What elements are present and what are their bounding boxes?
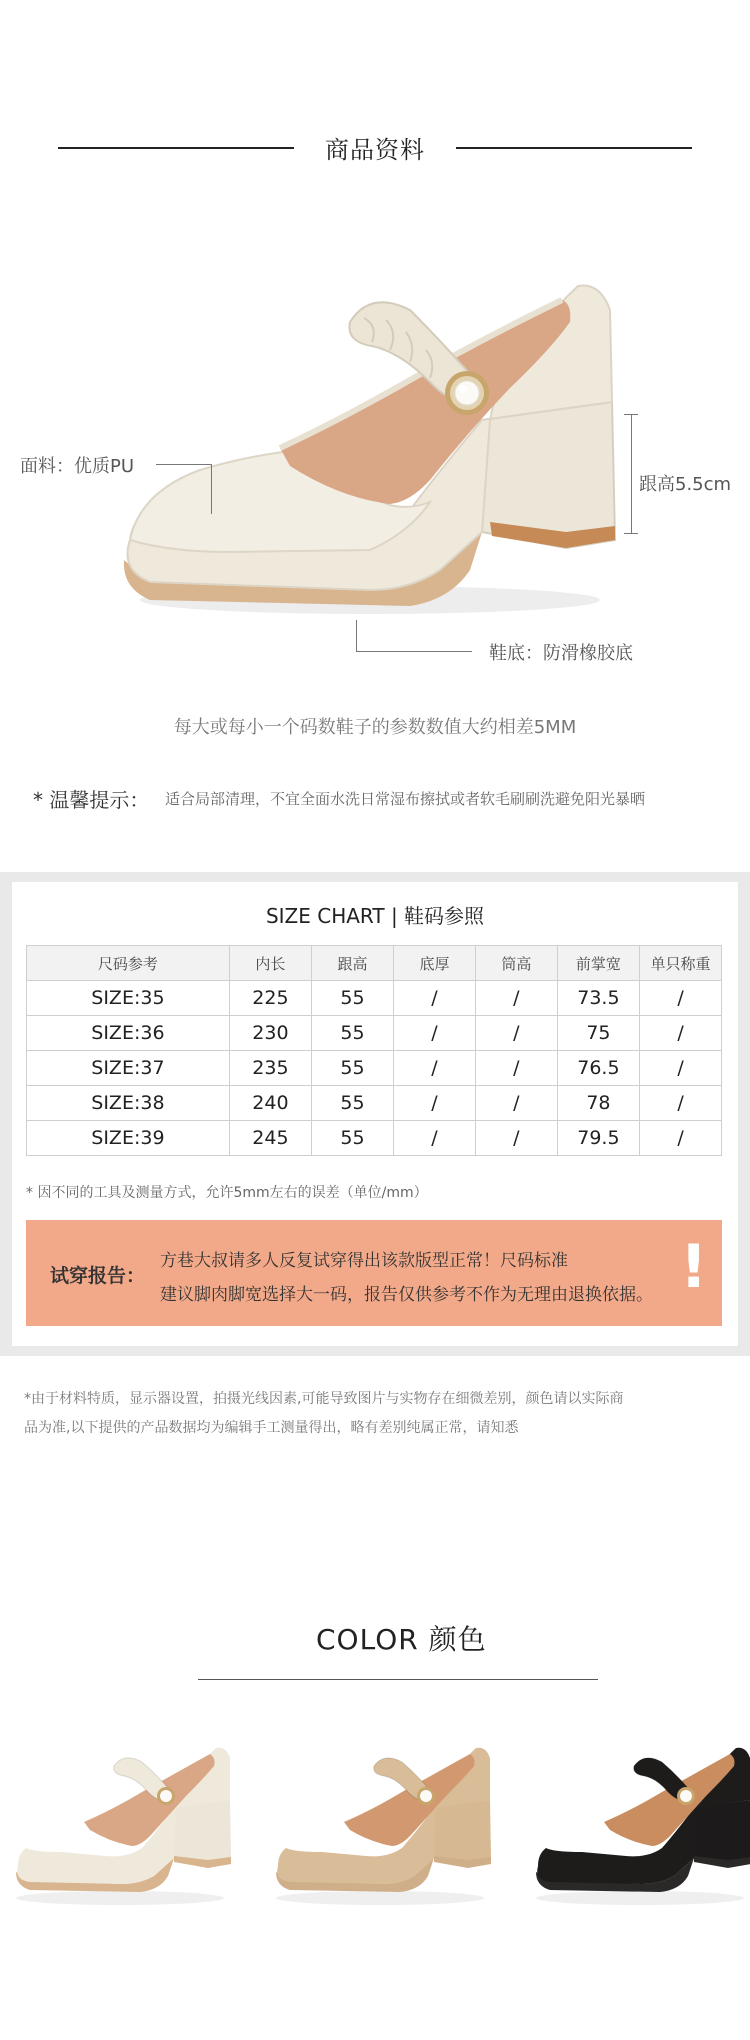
- size-chart-footnote: * 因不同的工具及测量方式，允许5mm左右的误差（单位/mm）: [26, 1185, 428, 1201]
- material-leader-h: [156, 464, 212, 465]
- cell-heel-height: 55: [312, 1121, 394, 1156]
- material-label: 面料：优质PU: [20, 456, 135, 477]
- cell-heel-height: 55: [312, 1051, 394, 1086]
- cell-weight: /: [640, 1051, 722, 1086]
- cell-sole-thickness: /: [394, 981, 476, 1016]
- sole-label: 鞋底：防滑橡胶底: [489, 643, 633, 664]
- cell-inner-length: 240: [229, 1086, 311, 1121]
- fit-report-line-2: 建议脚肉脚宽选择大一码，报告仅供参考不作为无理由退换依据。: [160, 1285, 653, 1305]
- fit-report-line-1: 方巷大叔请多人反复试穿得出该款版型正常！尺码标准: [160, 1251, 568, 1271]
- cell-inner-length: 225: [229, 981, 311, 1016]
- title-line-right: [456, 147, 692, 149]
- disclaimer-line-1: *由于材料特质，显示器设置，拍摄光线因素,可能导致图片与实物存在细微差别，颜色请以实际商: [24, 1391, 624, 1407]
- cell-weight: /: [640, 1121, 722, 1156]
- heel-bracket-bottom: [624, 533, 638, 534]
- cell-heel-height: 55: [312, 1016, 394, 1051]
- cell-size: SIZE:36: [27, 1016, 230, 1051]
- cell-shaft-height: /: [475, 1086, 557, 1121]
- section-title-product-info: 商品资料: [325, 136, 425, 164]
- table-row: [27, 1051, 722, 1086]
- disclaimer-line-2: 品为准,以下提供的产品数据均为编辑手工测量得出，略有差别纯属正常，请知悉: [24, 1420, 519, 1436]
- cell-shaft-height: /: [475, 1016, 557, 1051]
- cell-sole-thickness: /: [394, 1016, 476, 1051]
- color-swatch-shoe-2: [270, 1740, 495, 1910]
- table-row: [27, 1016, 722, 1051]
- sole-leader-v: [356, 620, 357, 652]
- color-disclaimer: [24, 1385, 724, 1443]
- cell-sole-thickness: /: [394, 1121, 476, 1156]
- header-sole-thickness: 底厚: [394, 946, 476, 981]
- tip-text: 适合局部清理，不宜全面水洗日常湿布擦拭或者软毛刷刷洗避免阳光暴晒: [165, 790, 646, 808]
- fit-report-box: [26, 1220, 722, 1326]
- color-section-title: COLOR 颜色: [316, 1623, 487, 1656]
- size-table-header-row: [27, 946, 722, 981]
- header-forefoot-width: 前掌宽: [557, 946, 639, 981]
- sole-leader-h: [356, 651, 472, 652]
- color-title-underline: [198, 1679, 598, 1680]
- cell-heel-height: 55: [312, 1086, 394, 1121]
- heel-height-label: 跟高5.5cm: [639, 474, 732, 495]
- cell-forefoot-width: 73.5: [557, 981, 639, 1016]
- main-shoe-image: [110, 270, 630, 630]
- tip-label: [33, 784, 149, 813]
- table-row: [27, 1086, 722, 1121]
- cell-weight: /: [640, 1086, 722, 1121]
- size-chart-title: SIZE CHART | 鞋码参照: [265, 904, 485, 928]
- cell-size: SIZE:37: [27, 1051, 230, 1086]
- header-single-weight: 单只称重: [640, 946, 722, 981]
- cell-shaft-height: /: [475, 1051, 557, 1086]
- tip-label-text: 温馨提示：: [49, 788, 150, 812]
- cell-inner-length: 235: [229, 1051, 311, 1086]
- cell-sole-thickness: /: [394, 1051, 476, 1086]
- cell-inner-length: 230: [229, 1016, 311, 1051]
- header-heel-height: 跟高: [312, 946, 394, 981]
- header-size-ref: 尺码参考: [27, 946, 230, 981]
- table-row: [27, 981, 722, 1016]
- material-leader-v: [211, 464, 212, 514]
- cell-heel-height: 55: [312, 981, 394, 1016]
- size-table: [26, 945, 722, 1156]
- cell-inner-length: 245: [229, 1121, 311, 1156]
- title-line-left: [58, 147, 294, 149]
- table-row: [27, 1121, 722, 1156]
- heel-bracket-vertical: [631, 414, 632, 534]
- fit-report-label: 试穿报告：: [50, 1265, 146, 1287]
- cell-weight: /: [640, 1016, 722, 1051]
- exclamation-icon: !: [680, 1232, 708, 1302]
- cell-shaft-height: /: [475, 1121, 557, 1156]
- cell-size: SIZE:35: [27, 981, 230, 1016]
- cell-weight: /: [640, 981, 722, 1016]
- header-shaft-height: 筒高: [475, 946, 557, 981]
- cell-forefoot-width: 78: [557, 1086, 639, 1121]
- cell-size: SIZE:39: [27, 1121, 230, 1156]
- size-difference-note: 每大或每小一个码数鞋子的参数数值大约相差5MM: [173, 717, 577, 738]
- color-swatch-shoe-1: [10, 1740, 235, 1910]
- cell-forefoot-width: 79.5: [557, 1121, 639, 1156]
- cell-size: SIZE:38: [27, 1086, 230, 1121]
- cell-sole-thickness: /: [394, 1086, 476, 1121]
- color-swatch-row: [0, 1740, 750, 1920]
- cell-forefoot-width: 76.5: [557, 1051, 639, 1086]
- cell-forefoot-width: 75: [557, 1016, 639, 1051]
- header-inner-length: 内长: [229, 946, 311, 981]
- star-icon: *: [33, 788, 50, 812]
- color-swatch-shoe-3: [530, 1740, 750, 1910]
- cell-shaft-height: /: [475, 981, 557, 1016]
